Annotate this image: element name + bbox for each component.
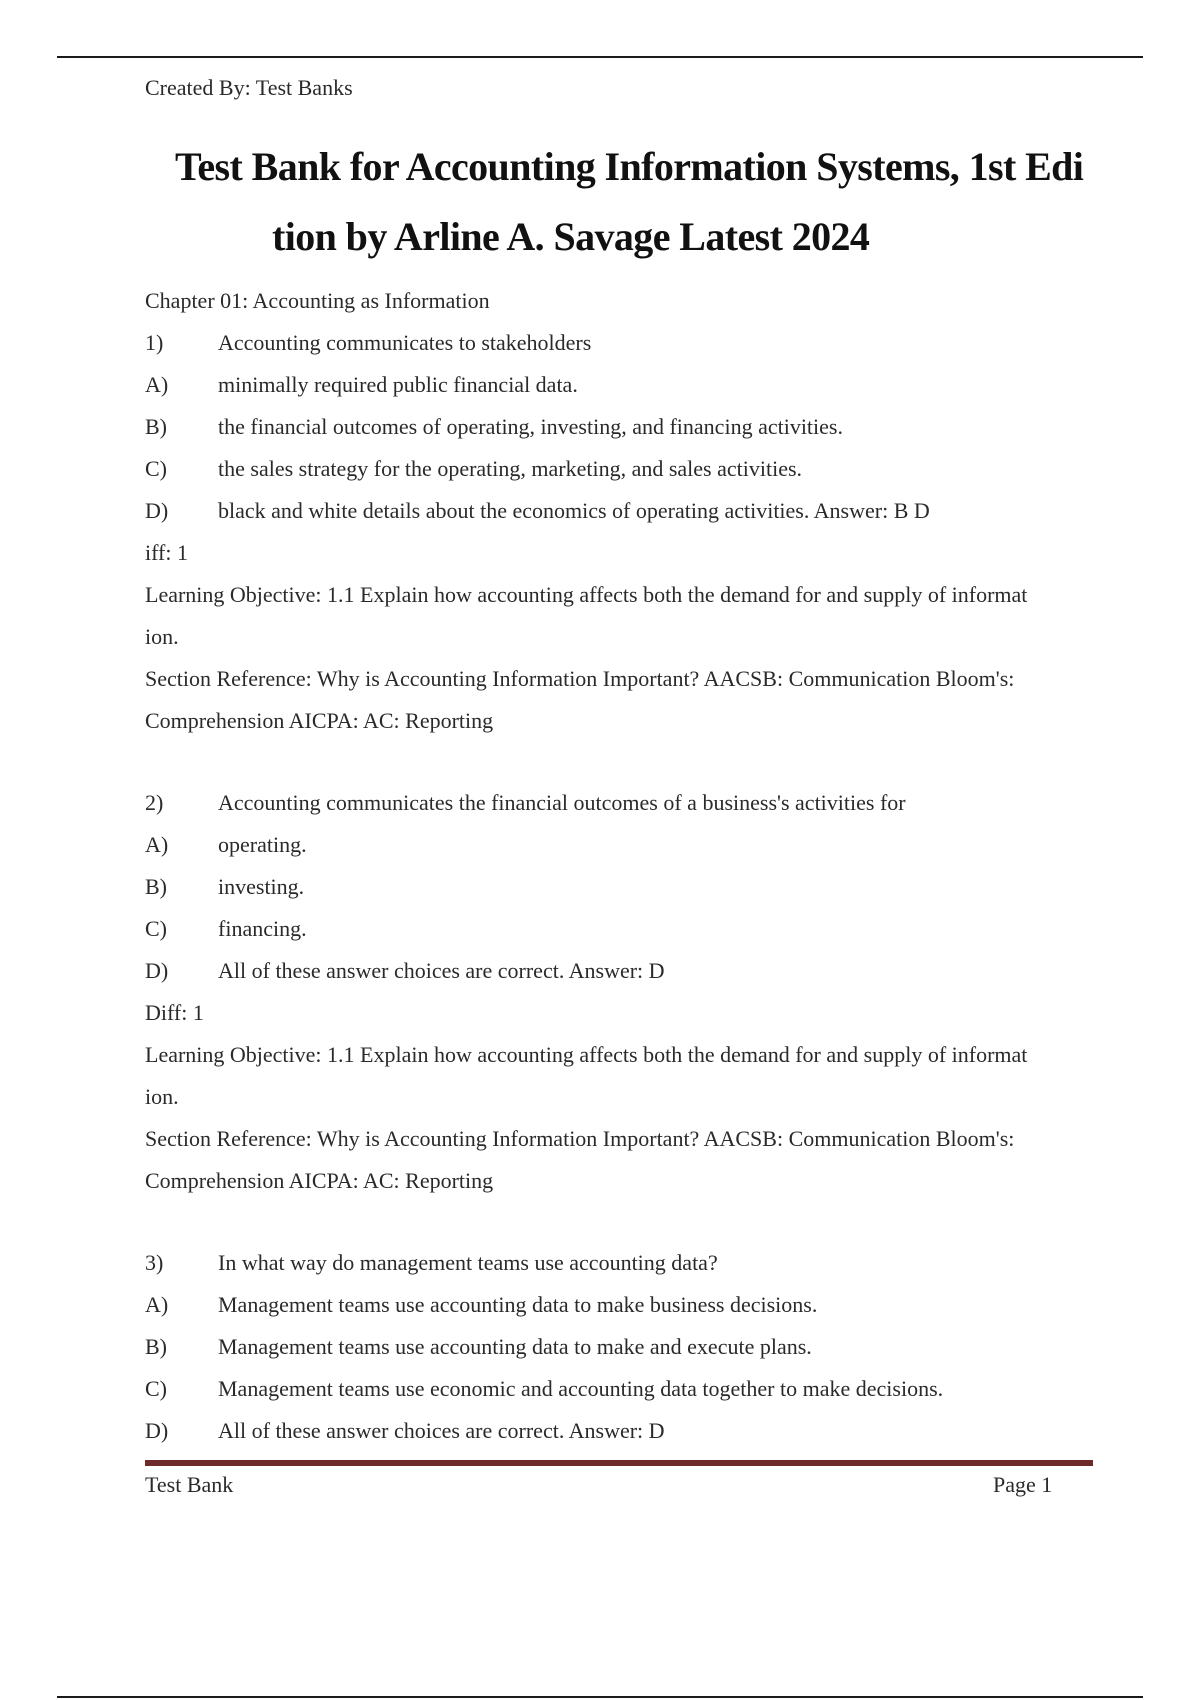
question-1-section-line-1: Section Reference: Why is Accounting Information Important? AACSB: Communication Bloom's:	[145, 666, 1015, 691]
question-3-option-b	[145, 1326, 1105, 1368]
question-3-option-a	[145, 1284, 1105, 1326]
option-label: B)	[145, 1334, 167, 1359]
option-label: B)	[145, 414, 167, 439]
question-2-option-c	[145, 908, 1105, 950]
question-number: 2)	[145, 790, 164, 815]
option-label: D)	[145, 1418, 169, 1443]
option-text: the sales strategy for the operating, marketing, and sales activities.	[218, 456, 803, 481]
question-1-option-d	[145, 490, 1105, 532]
option-text: investing.	[218, 874, 305, 899]
question-2-difficulty: Diff: 1	[145, 1000, 204, 1025]
page-number: Page 1	[993, 1472, 1053, 1497]
question-1-objective-line-2: ion.	[145, 624, 179, 649]
option-label: A)	[145, 832, 169, 857]
question-3	[145, 1242, 1105, 1284]
option-label: D)	[145, 958, 169, 983]
question-1-objective-line-1: Learning Objective: 1.1 Explain how accounting affects both the demand for and supply of informat	[145, 582, 1028, 607]
bottom-rule	[57, 1696, 1143, 1698]
question-3-option-c	[145, 1368, 1105, 1410]
option-label: C)	[145, 456, 167, 481]
document-title-line-1: Test Bank for Accounting Information Systems, 1st Edi	[175, 144, 1084, 189]
question-number: 3)	[145, 1250, 164, 1275]
option-label: C)	[145, 1376, 167, 1401]
option-text: minimally required public financial data.	[218, 372, 578, 397]
option-text: black and white details about the economics of operating activities. Answer: B D	[218, 498, 930, 523]
top-rule	[57, 56, 1143, 58]
question-2-objective-line-1: Learning Objective: 1.1 Explain how accounting affects both the demand for and supply of informat	[145, 1042, 1028, 1067]
option-label: A)	[145, 372, 169, 397]
question-prompt: Accounting communicates the financial outcomes of a business's activities for	[218, 790, 906, 815]
question-2	[145, 782, 1105, 824]
question-1-difficulty: iff: 1	[145, 540, 188, 565]
question-1-option-b	[145, 406, 1105, 448]
spacer	[145, 742, 1105, 782]
question-2-option-d	[145, 950, 1105, 992]
footer-label: Test Bank	[145, 1472, 234, 1497]
document-body	[145, 280, 1105, 1452]
option-label: C)	[145, 916, 167, 941]
question-2-objective-line-2: ion.	[145, 1084, 179, 1109]
option-text: the financial outcomes of operating, investing, and financing activities.	[218, 414, 843, 439]
question-3-option-d	[145, 1410, 1105, 1452]
question-1-option-c	[145, 448, 1105, 490]
option-text: Management teams use accounting data to make business decisions.	[218, 1292, 818, 1317]
option-text: financing.	[218, 916, 307, 941]
option-text: Management teams use accounting data to make and execute plans.	[218, 1334, 812, 1359]
spacer	[145, 1202, 1105, 1242]
created-by-text: Created By: Test Banks	[145, 75, 353, 100]
question-prompt: In what way do management teams use accounting data?	[218, 1250, 718, 1275]
option-label: D)	[145, 498, 169, 523]
question-prompt: Accounting communicates to stakeholders	[218, 330, 592, 355]
option-text: operating.	[218, 832, 307, 857]
question-1-section-line-2: Comprehension AICPA: AC: Reporting	[145, 708, 494, 733]
option-text: All of these answer choices are correct. Answer: D	[218, 958, 665, 983]
option-label: B)	[145, 874, 167, 899]
question-2-section-line-2: Comprehension AICPA: AC: Reporting	[145, 1168, 494, 1193]
question-1	[145, 322, 1105, 364]
chapter-heading: Chapter 01: Accounting as Information	[145, 288, 490, 313]
document-title-line-2: tion by Arline A. Savage Latest 2024	[272, 214, 870, 259]
question-1-option-a	[145, 364, 1105, 406]
question-2-option-b	[145, 866, 1105, 908]
option-text: All of these answer choices are correct. Answer: D	[218, 1418, 665, 1443]
option-text: Management teams use economic and accounting data together to make decisions.	[218, 1376, 944, 1401]
footer-rule	[145, 1460, 1093, 1466]
question-number: 1)	[145, 330, 164, 355]
question-2-option-a	[145, 824, 1105, 866]
question-2-section-line-1: Section Reference: Why is Accounting Information Important? AACSB: Communication Bloom's:	[145, 1126, 1015, 1151]
option-label: A)	[145, 1292, 169, 1317]
